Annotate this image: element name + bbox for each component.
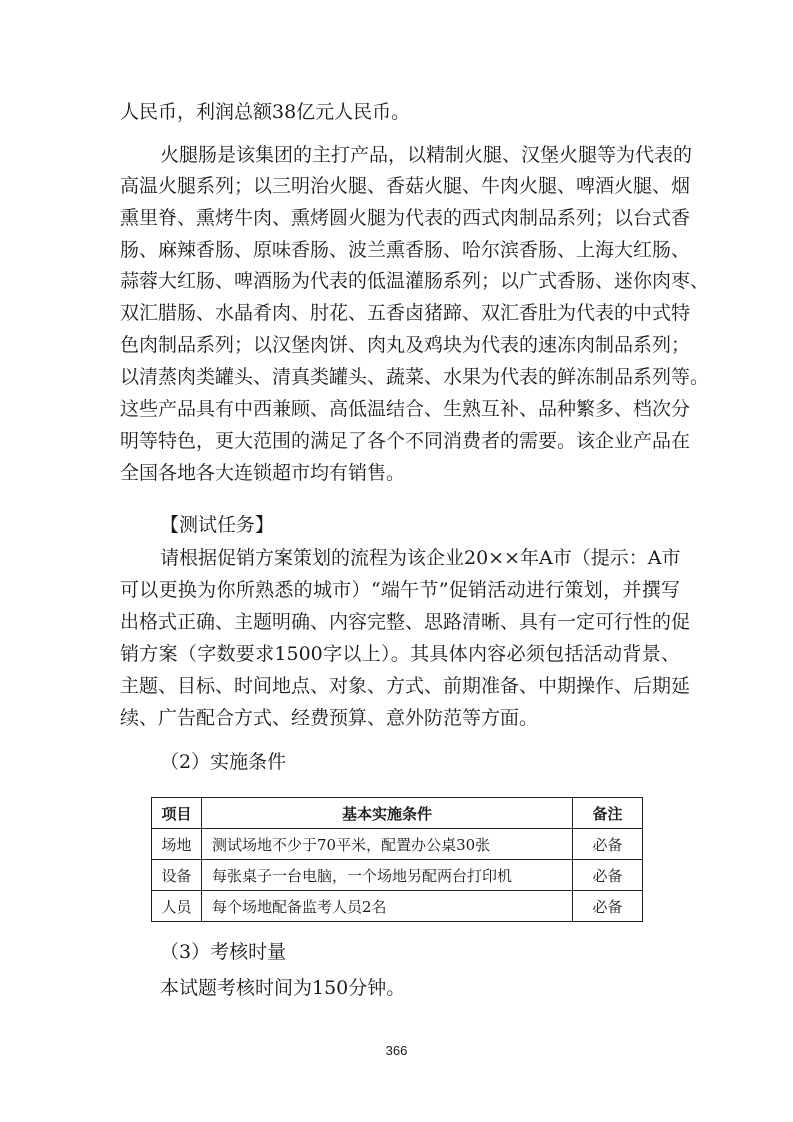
table-row bbox=[152, 891, 643, 922]
table-row bbox=[152, 860, 643, 891]
table-cell-condition: 每个场地配备监考人员2名 bbox=[202, 891, 573, 922]
paragraph-line: 熏里脊、熏烤牛肉、熏烤圆火腿为代表的西式肉制品系列；以台式香 bbox=[120, 207, 691, 229]
paragraph-line: 火腿肠是该集团的主打产品，以精制火腿、汉堡火腿等为代表的 bbox=[160, 144, 693, 166]
paragraph-line: 续、广告配合方式、经费预算、意外防范等方面。 bbox=[120, 707, 539, 729]
section-heading-task: 【测试任务】 bbox=[160, 514, 275, 536]
paragraph-line: 高温火腿系列；以三明治火腿、香菇火腿、牛肉火腿、啤酒火腿、烟 bbox=[120, 175, 691, 197]
paragraph-line: 全国各地各大连锁超市均有销售。 bbox=[120, 462, 406, 484]
paragraph-line: 蒜蓉大红肠、啤酒肠为代表的低温灌肠系列；以广式香肠、迷你肉枣、 bbox=[120, 270, 710, 292]
page-number: 366 bbox=[385, 1043, 408, 1058]
paragraph-line: 主题、目标、时间地点、对象、方式、前期准备、中期操作、后期延 bbox=[120, 675, 691, 697]
paragraph-line: 请根据促销方案策划的流程为该企业20××年A市（提示：A市 bbox=[160, 547, 681, 569]
table-header-cell: 基本实施条件 bbox=[202, 798, 573, 829]
paragraph-line: 以清蒸肉类罐头、清真类罐头、蔬菜、水果为代表的鲜冻制品系列等。 bbox=[120, 366, 710, 388]
table-row bbox=[152, 829, 643, 860]
paragraph-line: 本试题考核时间为150分钟。 bbox=[160, 977, 406, 999]
table-cell-note: 必备 bbox=[573, 829, 643, 860]
table-cell-item: 场地 bbox=[152, 829, 202, 860]
paragraph-line: 出格式正确、主题明确、内容完整、思路清晰、具有一定可行性的促 bbox=[120, 611, 691, 633]
section-heading-time: （3）考核时量 bbox=[160, 941, 287, 963]
table-header-row bbox=[152, 798, 643, 829]
section-heading-conditions: （2）实施条件 bbox=[160, 751, 287, 773]
table-cell-condition: 测试场地不少于70平米，配置办公桌30张 bbox=[202, 829, 573, 860]
paragraph-line: 销方案（字数要求1500字以上）。其具体内容必须包括活动背景、 bbox=[120, 643, 680, 665]
paragraph-line: 可以更换为你所熟悉的城市）“端午节”促销活动进行策划，并撰写 bbox=[120, 579, 680, 601]
table-cell-condition: 每张桌子一台电脑，一个场地另配两台打印机 bbox=[202, 860, 573, 891]
table-cell-note: 必备 bbox=[573, 860, 643, 891]
table-cell-item: 人员 bbox=[152, 891, 202, 922]
paragraph-line: 这些产品具有中西兼顾、高低温结合、生熟互补、品种繁多、档次分 bbox=[120, 398, 691, 420]
table-cell-item: 设备 bbox=[152, 860, 202, 891]
table-header-cell: 项目 bbox=[152, 798, 202, 829]
paragraph-line: 双汇腊肠、水晶肴肉、肘花、五香卤猪蹄、双汇香肚为代表的中式特 bbox=[120, 302, 691, 324]
paragraph-line: 色肉制品系列；以汉堡肉饼、肉丸及鸡块为代表的速冻肉制品系列； bbox=[120, 334, 691, 356]
conditions-table bbox=[151, 797, 643, 922]
table-cell-note: 必备 bbox=[573, 891, 643, 922]
paragraph-line: 明等特色，更大范围的满足了各个不同消费者的需要。该企业产品在 bbox=[120, 430, 691, 452]
paragraph-line: 肠、麻辣香肠、原味香肠、波兰熏香肠、哈尔滨香肠、上海大红肠、 bbox=[120, 239, 691, 261]
paragraph-line: 人民币，利润总额38亿元人民币。 bbox=[120, 101, 411, 123]
table-header-cell: 备注 bbox=[573, 798, 643, 829]
